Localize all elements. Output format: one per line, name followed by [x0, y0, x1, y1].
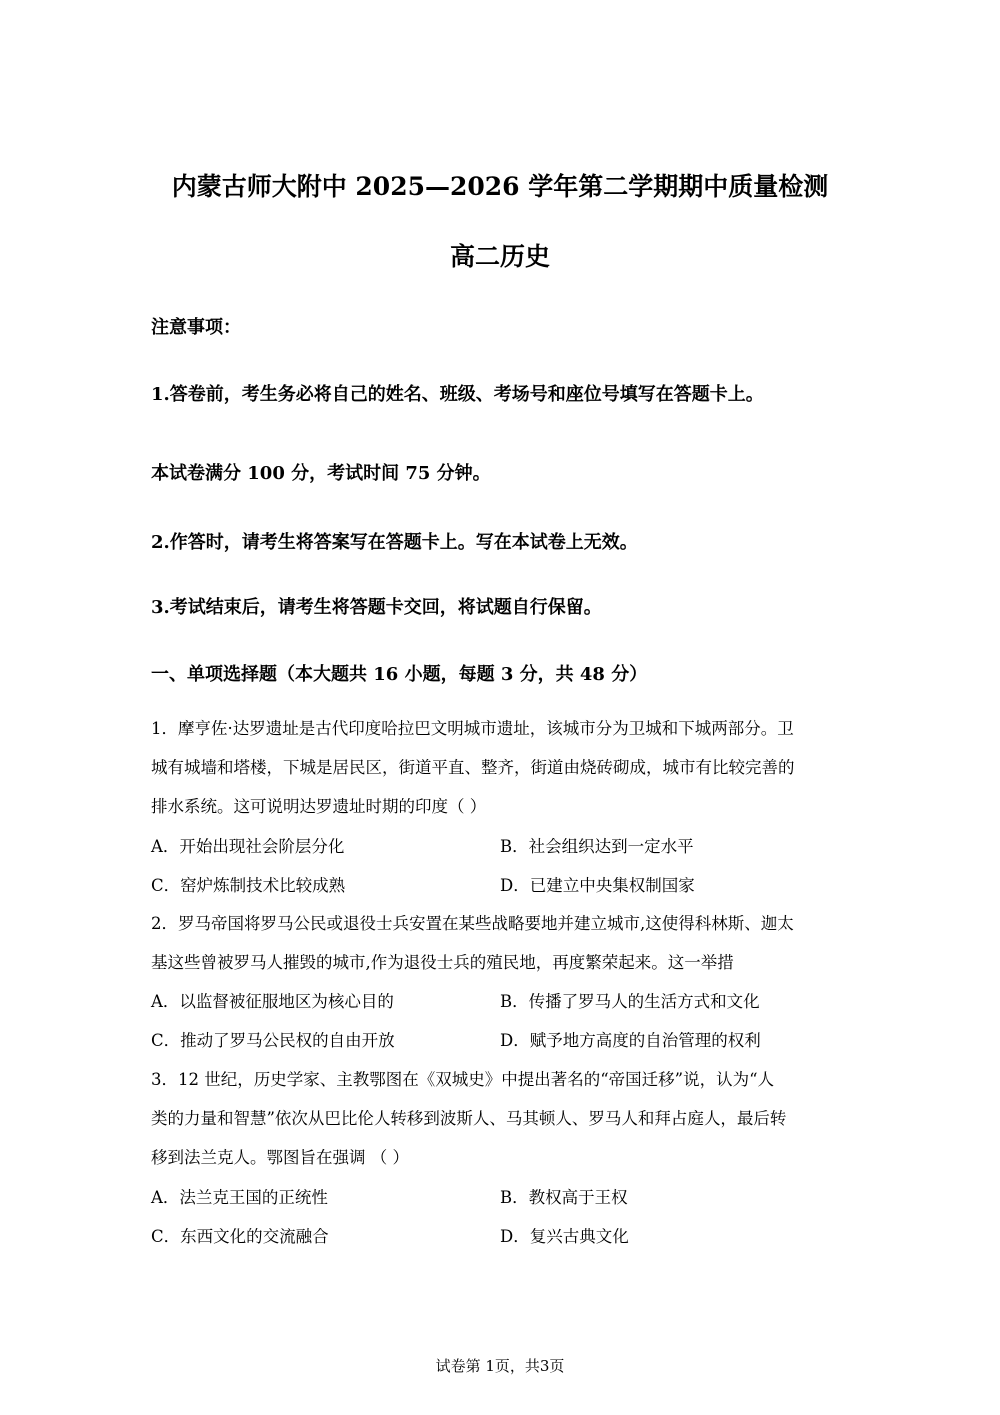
notice-heading: 注意事项： — [151, 317, 241, 338]
question-3-line-1: 3．12 世纪，历史学家、主教鄂图在《双城史》中提出著名的“帝国迁移”说，认为“人 — [151, 1070, 775, 1089]
question-3-option-a: A．法兰克王国的正统性 — [151, 1188, 328, 1207]
question-2-option-d: D．赋予地方高度的自治管理的权利 — [500, 1031, 761, 1050]
question-3-option-b: B．教权高于王权 — [500, 1188, 628, 1207]
question-1-option-a: A．开始出现社会阶层分化 — [151, 837, 345, 856]
question-2-line-1: 2．罗马帝国将罗马公民或退役士兵安置在某些战略要地并建立城市,这使得科林斯、迦太 — [151, 914, 794, 933]
question-3 — [151, 1060, 851, 1177]
question-2-option-c: C．推动了罗马公民权的自由开放 — [151, 1031, 395, 1050]
question-2 — [151, 904, 851, 982]
notice-item-score: 本试卷满分 100 分，考试时间 75 分钟。 — [151, 463, 491, 484]
question-3-line-2: 类的力量和智慧”依次从巴比伦人转移到波斯人、马其顿人、罗马人和拜占庭人，最后转 — [151, 1109, 787, 1128]
question-2-option-a: A．以监督被征服地区为核心目的 — [151, 992, 394, 1011]
question-3-option-d: D．复兴古典文化 — [500, 1227, 629, 1246]
question-3-option-c: C．东西文化的交流融合 — [151, 1227, 329, 1246]
section-heading: 一、单项选择题（本大题共 16 小题，每题 3 分，共 48 分） — [151, 664, 648, 685]
exam-subject: 高二历史 — [449, 242, 550, 271]
notice-item-3: 3.考试结束后，请考生将答题卡交回，将试题自行保留。 — [151, 597, 602, 618]
notice-item-1: 1.答卷前，考生务必将自己的姓名、班级、考场号和座位号填写在答题卡上。 — [151, 384, 764, 405]
question-2-option-b: B．传播了罗马人的生活方式和文化 — [500, 992, 760, 1011]
question-2-line-2: 基这些曾被罗马人摧毁的城市,作为退役士兵的殖民地，再度繁荣起来。这一举措 — [151, 953, 734, 972]
notice-item-2: 2.作答时，请考生将答案写在答题卡上。写在本试卷上无效。 — [151, 532, 638, 553]
question-3-line-3: 移到法兰克人。鄂图旨在强调 （ ） — [151, 1148, 409, 1167]
question-1 — [151, 709, 851, 826]
question-1-line-3: 排水系统。这可说明达罗遗址时期的印度（ ） — [151, 797, 487, 816]
question-1-option-b: B．社会组织达到一定水平 — [500, 837, 694, 856]
question-1-line-2: 城有城墙和塔楼，下城是居民区，街道平直、整齐，街道由烧砖砌成，城市有比较完善的 — [151, 758, 795, 777]
question-1-option-c: C．窑炉炼制技术比较成熟 — [151, 876, 346, 895]
page-number: 试卷第 1页，共3页 — [435, 1357, 565, 1375]
exam-title: 内蒙古师大附中 2025—2026 学年第二学期期中质量检测 — [171, 172, 829, 201]
question-1-option-d: D．已建立中央集权制国家 — [500, 876, 695, 895]
question-1-line-1: 1．摩亨佐·达罗遗址是古代印度哈拉巴文明城市遗址，该城市分为卫城和下城两部分。卫 — [151, 719, 794, 738]
